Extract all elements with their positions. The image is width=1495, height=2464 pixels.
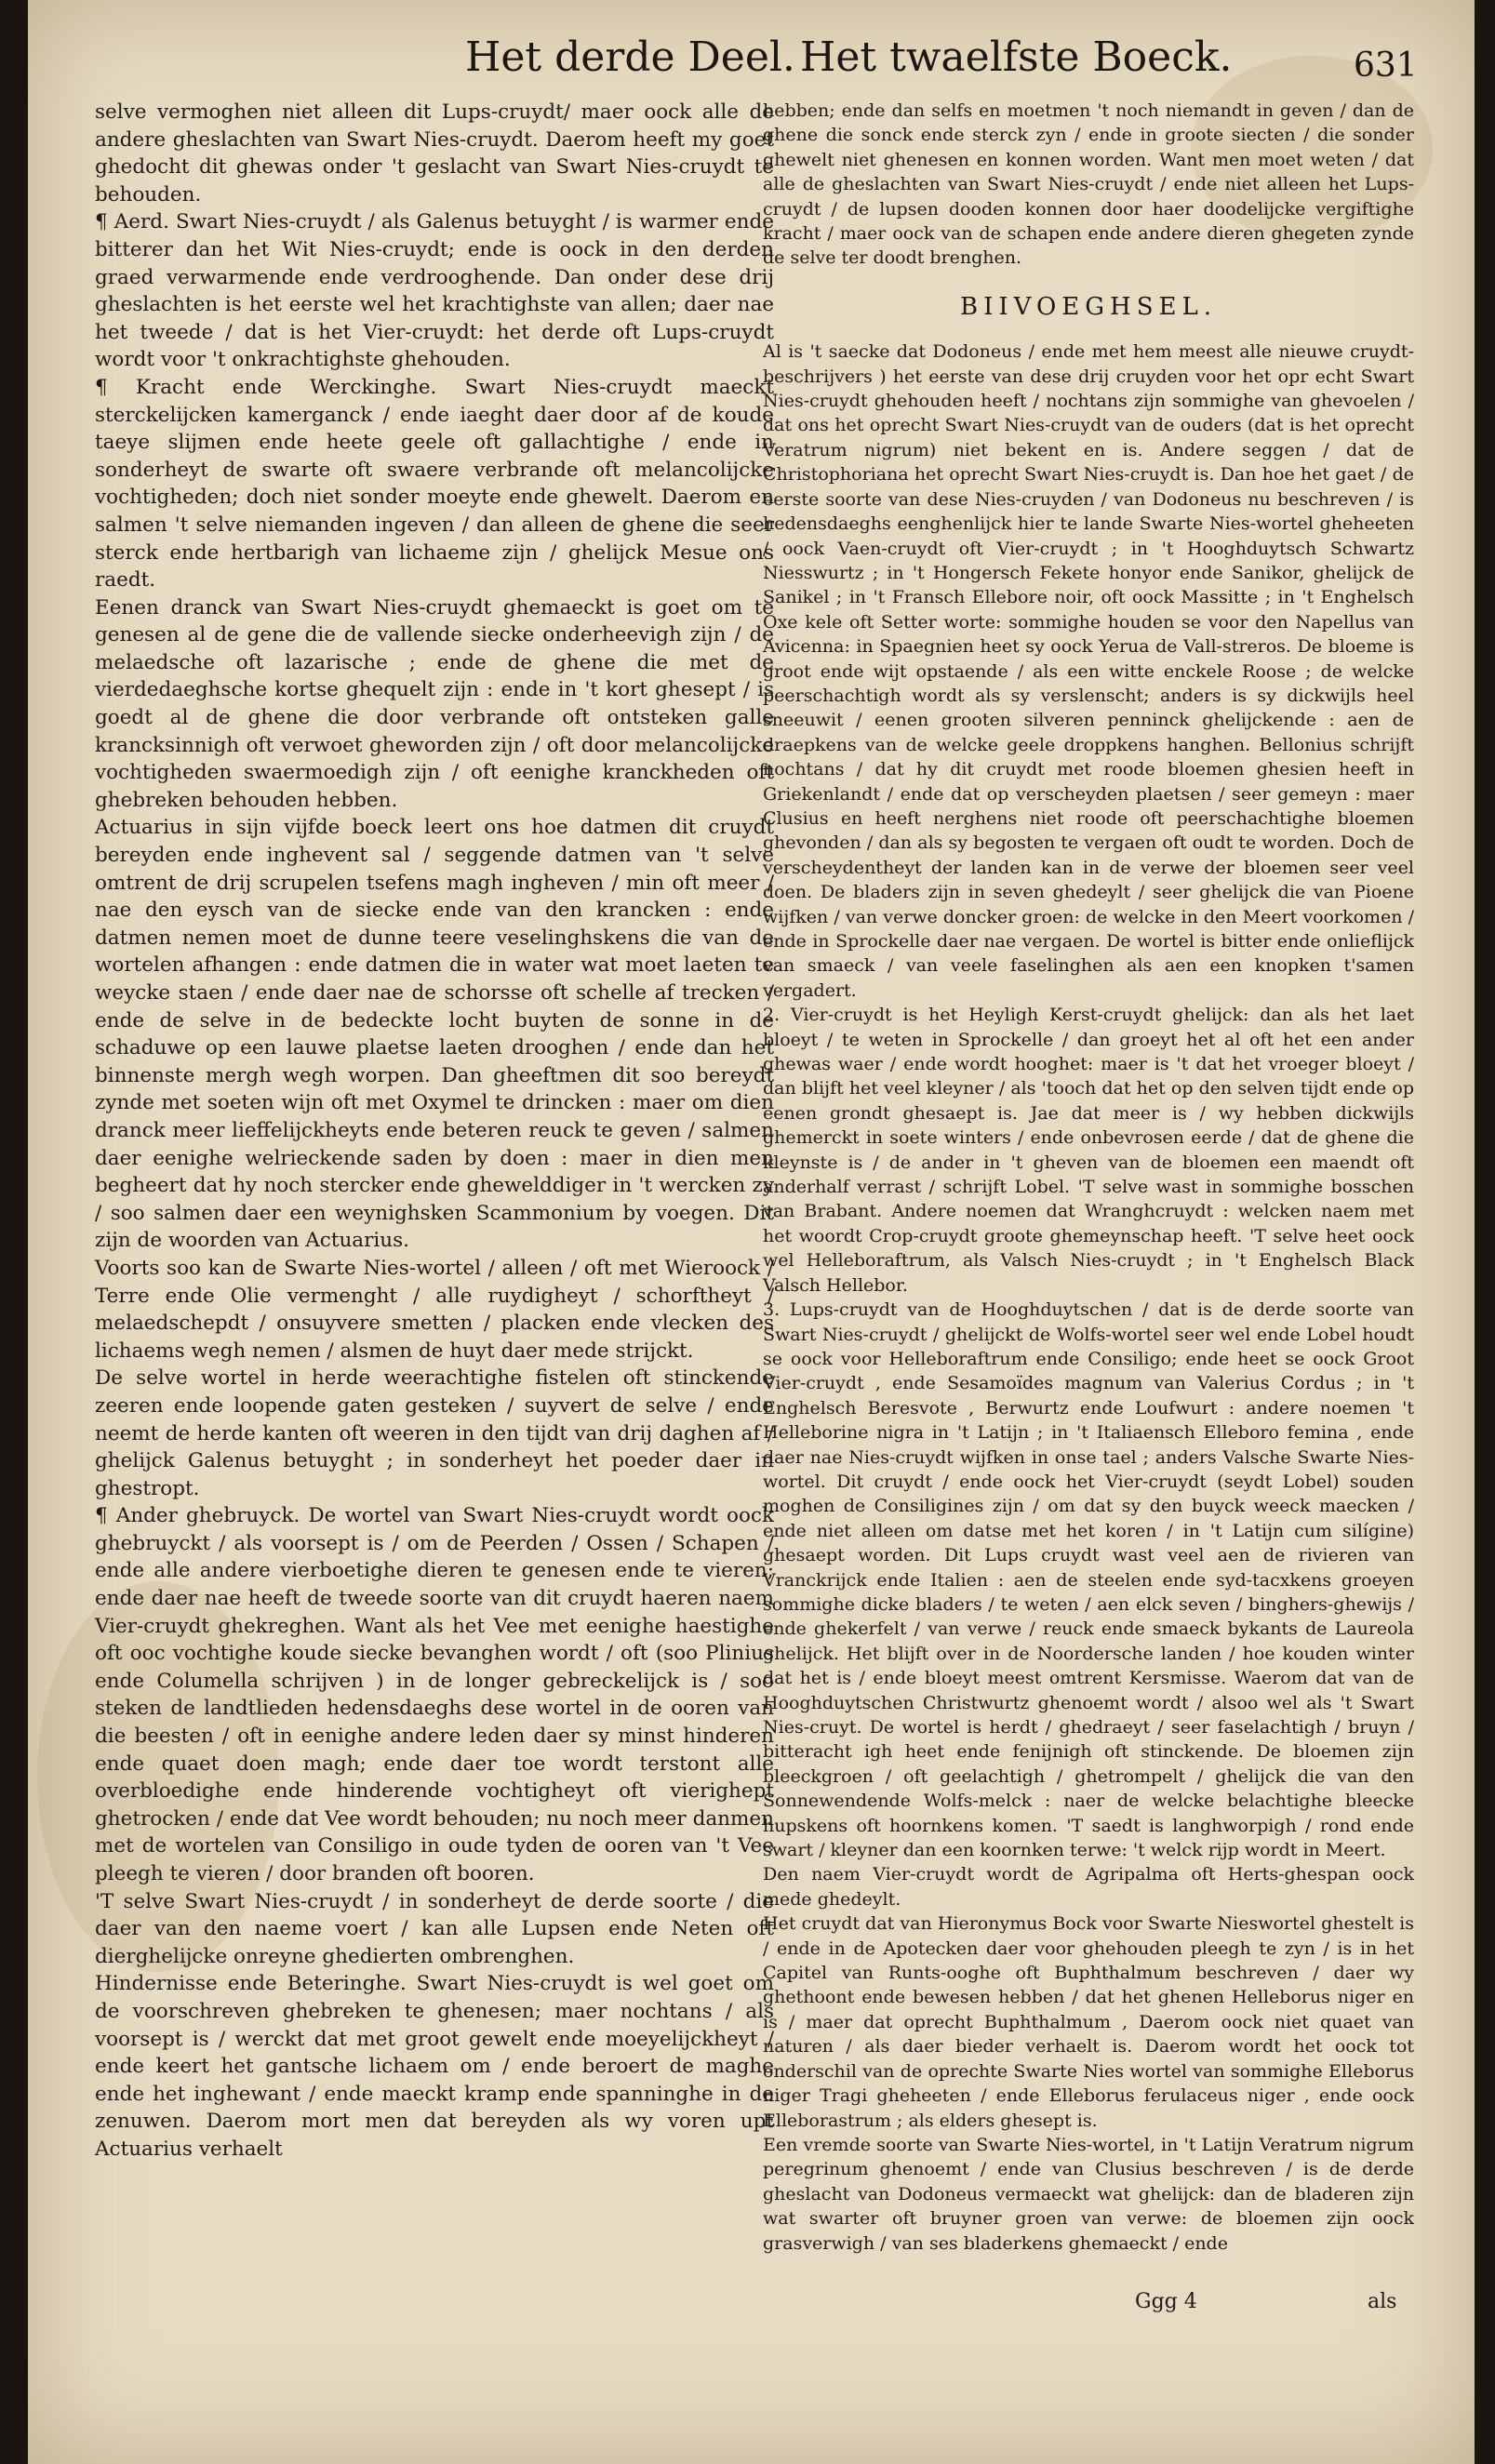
running-title-left: Het derde Deel. [465,33,795,81]
paragraph: 2. Vier-cruydt is het Heyligh Kerst-cruydt ghelijck: dan als het laet bloeyt / te weten in Sprockelle / dan groeyt het al oft het een ander ghewas waer / ende wordt hooghet: maer is 't dat het vroeger bloeyt / dan blijft het veel kleyner / als 'tooch dat het op den selven tijdt ende op eenen grondt ghesaept is. Jae dat meer is / wy hebben dickwijls ghemerckt in soete winters / ende onbevrosen eerde / dat de ghene die kleynste is / de ander in 't gheven van de bloemen een maendt oft anderhalf verrast / schrijft Lobel. 'T selve wast in sommighe bosschen van Brabant. Andere noemen dat Wranghcruydt : welcken naem met het woordt Crop-cruydt groote ghemeynschap heeft. 'T selve heet oock wel Helleboraftrum, als Valsch Nies-cruydt ; in 't Enghelsch Black Valsch Hellebor. [763,1005,1414,1296]
running-header [28,33,1475,89]
paragraph: ¶ Kracht ende Werckinghe. Swart Nies-cruydt maeckt sterckelijcken kamerganck / ende iaeght daer door af de koude taeye slijmen ende heete geele oft gallachtighe / ende in sonderheyt de swarte oft swaere verbrande oft melancolijcke vochtigheden; doch niet sonder moeyte ende ghewelt. Daerom en salmen 't selve niemanden ingeven / dan alleen de ghene die seer sterck ende hertbarigh van lichaeme zijn / ghelijck Mesue ons raedt. [95,375,774,593]
paragraph: Den naem Vier-cruydt wordt de Agripalma oft Herts-ghespan oock mede ghedeylt. [763,1864,1414,1910]
paragraph: ¶ Ander ghebruyck. De wortel van Swart Nies-cruydt wordt oock ghebruyckt / als voorsept is / om de Peerden / Ossen / Schapen / ende alle andere vierboetighe dieren te genesen ende te vieren; ende daer nae heeft de tweede soorte van dit cruydt haeren naem Vier-cruydt ghekreghen. Want als het Vee met eenighe haestighe oft ooc vochtighe koude siecke bevanghen wordt / oft (soo Plinius ende Columella schrijven ) in de longer gebreckelijck is / soo steken de landtlieden hedensdaeghs dese wortel in de ooren van die beesten / oft in eenighe andere leden daer sy minst hinderen ende quaet doen magh; ende daer toe wordt terstont alle overbloedighe ende hinderende vochtigheyt oft vierighept ghetrocken / ende dat Vee wordt behouden; nu noch meer danmen met de wortelen van Consiligo in oude tyden de ooren van 't Vee pleegh te vieren / door branden oft booren. [95,1504,774,1885]
paragraph: Het cruydt dat van Hieronymus Bock voor Swarte Nieswortel ghestelt is / ende in de Apotecken daer voor ghehouden pleegh te zyn / is in het Capitel van Runts-ooghe oft Buphthalmum beschreven / daer wy ghethoont ende bewesen hebben / dat het ghenen Helleborus niger en is / maer dat oprecht Buphthalmum , Daerom oock niet quaet van naturen / als daer bieder verhaelt is. Daerom wordt het oock tot onderschil van de oprechte Swarte Nies wortel van sommighe Elleborus niger Tragi gheheeten / ende Elleborus ferulaceus niger , ende oock Elleborastrum ; als elders ghesept is. [763,1913,1414,2131]
paragraph: Al is 't saecke dat Dodoneus / ende met hem meest alle nieuwe cruydt-beschrijvers ) het eerste van dese drij cruyden voor het opr echt Swart Nies-cruydt ghehouden heeft / nochtans zijn sommighe van ghevoelen / dat ons het oprecht Swart Nies-cruydt van de ouders (dat is het oprecht Veratrum nigrum) niet bekent en is. Andere seggen / dat de Christophoriana het oprecht Swart Nies-cruydt is. Dan hoe het gaet / de eerste soorte van dese Nies-cruyden / van Dodoneus nu beschreven / is hedensdaeghs eenghenlijck hier te lande Swarte Nies-wortel gheheeten / oock Vaen-cruydt oft Vier-cruydt ; in 't Hooghduytsch Schwartz Niesswurtz ; in 't Hongersch Fekete honyor ende Sanikor, ghelijck de Sanikel ; in 't Fransch Ellebore noir, oft oock Massitte ; in 't Enghelsch Oxe kele oft Setter worte: sommighe houden se voor den Napellus van Avicenna: in Spaegnien heet sy oock Yerua de Vall-streros. De bloeme is groot ende wijt opstaende / als een witte enckele Roose ; de welcke peerschachtigh wordt als sy verslenscht; anders is sy dickwijls heel sneeuwit / eenen grooten silveren penninck ghelijckende : aen de draepkens van de welcke geele droppkens hanghen. Bellonius schrijft nochtans / dat hy dit cruydt met roode bloemen ghesien heeft in Griekenlandt / ende dat op verscheyden plaetsen / seer gemeyn : maer Clusius en heeft nerghens niet roode oft peerschachtighe bloemen ghevonden / dan als sy begosten te vergaen oft oudt te worden. Doch de verscheydentheyt der landen kan in de verwe der bloemen seer veel doen. De bladers zijn in seven ghedeylt / seer ghelijck die van Pioene wijfken / van verwe doncker groen: de welcke in den Meert voorkomen / ende in Sprockelle daer nae vergaen. De wortel is bitter ende onlieflijck van smaeck / van veele faselinghen als aen een knopken t'samen vergadert. [763,341,1414,1001]
paragraph: De selve wortel in herde weerachtighe fistelen oft stinckende zeeren ende loopende gaten gesteken / suyvert de selve / ende neemt de herde kanten oft weeren in den tijdt van drij daghen af / ghelijck Galenus betuyght ; in sonderheyt het poeder daer in ghestropt. [95,1366,774,1500]
running-title-right: Het twaelfste Boeck. [800,33,1233,81]
book-page [28,0,1475,2464]
paragraph: Actuarius in sijn vijfde boeck leert ons hoe datmen dit cruydt bereyden ende inghevent sal / seggende datmen van 't selve omtrent de drij scrupelen tsefens magh ingheven / min oft meer / nae den eysch van de siecke ende van den krancken : ende datmen nemen moet de dunne teere veselinghskens die van de wortelen afhangen : ende datmen die in water wat moet laeten te weycke staen / ende daer nae de schorsse oft schelle af trecken / ende de selve in de bedeckte locht buyten de sonne in de schaduwe op een lauwe plaetse laeten drooghen / ende dan het binnenste mergh wegh worpen. Dan gheeftmen dit soo bereydt zynde met soeten wijn oft met Oxymel te drincken : maer om dien dranck meer lieffelijckheyts ende beteren reuck te geven / salmen daer eenighe welrieckende saden by doen : maer in dien men begheert dat hy noch stercker ende ghewelddiger in 't wercken zy / soo salmen daer een weynighsken Scammonium by voegen. Dit zijn de woorden van Actuarius. [95,816,774,1253]
left-column [95,99,774,2164]
paragraph: 'T selve Swart Nies-cruydt / in sonderheyt de derde soorte / die daer van den naeme voert / kan alle Lupsen ende Neten oft dierghelijcke onreyne ghedierten ombrenghen. [95,1889,774,1968]
catchword: als [1368,2290,1397,2313]
signature-mark: Ggg 4 [1135,2290,1197,2313]
paragraph: ¶ Aerd. Swart Nies-cruydt / als Galenus betuyght / is warmer ende bitterer dan het Wit Nies-cruydt; ende is oock in den derden graed verwarmende ende verdrooghende. Dan onder dese drij gheslachten is het eerste wel het krachtighste van allen; daer nae het tweede / dat is het Vier-cruydt: het derde oft Lups-cruydt wordt voor 't onkrachtighste ghehouden. [95,210,774,372]
paragraph: 3. Lups-cruydt van de Hooghduytschen / dat is de derde soorte van Swart Nies-cruydt / ghelijckt de Wolfs-wortel seer wel ende Lobel houdt se oock voor Helleboraftrum ende Consiligo; ende heet se oock Groot Vier-cruydt , ende Sesamoïdes magnum van Valerius Cordus ; in 't Enghelsch Beresvote , Berwurtz ende Loufwurt : andere noemen 't Helleborine nigra in 't Latijn ; in 't Italiaensch Elleboro femina , ende daer nae Nies-cruydt wijfken in onse tael ; anders Valsche Swarte Nies-wortel. Dit cruydt / ende oock het Vier-cruydt (seydt Lobel) souden moghen de Consiligines zijn / om dat sy den buyck weeck maecken / ende niet alleen om datse met het koren / in 't Latijn cum silígine) ghesaept worden. Dit Lups cruydt wast veel aen de rivieren van Vranckrijck ende Italien : aen de steelen ende syd-tacxkens groeyen sommighe dicke bladers / te weten / aen elck seven / binghers-ghewijs / ende ghekerfelt / van verwe / reuck ende smaeck bykants de Laureola ghelijck. Het blijft over in de Noordersche landen / hoe kouden winter dat het is / ende bloeyt meest omtrent Kersmisse. Waerom dat van de Hooghduytschen Christwurtz ghenoemt wordt / alsoo wel als 't Swart Nies-cruyt. De wortel is herdt / ghedraeyt / seer faselachtigh / bruyn / bitteracht igh heet ende fenijnigh oft stinckende. De bloemen zijn bleeckgroen / oft geelachtigh / ghetrompelt / ghelijck die van den Sonnewendende Wolfs-melck : naer de welcke belachtighe bleecke hupskens oft hoornkens komen. 'T saedt is langhworpigh / rond ende swart / kleyner dan een koornken terwe: 't welck rijp wordt in Meert. [763,1299,1414,1861]
paragraph: Voorts soo kan de Swarte Nies-wortel / alleen / oft met Wieroock / Terre ende Olie vermenght / alle ruydigheyt / schorftheyt / melaedschepdt / onsuyvere smetten / placken ende vlecken des lichaems wegh nemen / alsmen de huyt daer mede strijckt. [95,1256,774,1363]
section-title: BIIVOEGHSEL. [959,292,1218,321]
paragraph: selve vermoghen niet alleen dit Lups-cruydt/ maer oock alle de andere gheslachten van Swart Nies-cruydt. Daerom heeft my goet ghedocht dit ghewas onder 't geslacht van Swart Nies-cruydt te behouden. [95,100,774,206]
page-number: 631 [1354,47,1418,85]
right-column [763,99,1414,2256]
paragraph: Eenen dranck van Swart Nies-cruydt ghemaeckt is goet om te genesen al de gene die de vallende siecke onderheevigh zijn / de melaedsche oft lazarische ; ende de ghene die met de vierdedaeghsche kortse ghequelt zijn : ende in 't kort ghesept / is goedt al de ghene die door verbrande oft ontsteken galle krancksinnigh oft verwoet gheworden zijn / oft door melancolijcke vochtigheden swaermoedigh zijn / oft eenighe kranckheden oft ghebreken behouden hebben. [95,595,774,812]
paragraph: Hindernisse ende Beteringhe. Swart Nies-cruydt is wel goet om de voorschreven ghebreken te ghenesen; maer nochtans / als voorsept is / werckt dat met groot gewelt ende moeyelijckheyt / ende keert het gantsche lichaem om / ende beroert de maghe ende het inghewant / ende maeckt kramp ende spanninghe in de zenuwen. Daerom mort men dat bereyden als wy voren upt Actuarius verhaelt [95,1972,774,2161]
paragraph: Een vremde soorte van Swarte Nies-wortel, in 't Latijn Veratrum nigrum peregrinum ghenoemt / ende van Clusius beschreven / is de derde gheslacht van Dodoneus vermaeckt wat ghelijck: dan de bladeren zijn wat swarter oft bruyner groen van verwe: de bloemen zijn oock grasverwigh / van ses bladerkens ghemaeckt / ende [763,2134,1414,2254]
paragraph: hebben; ende dan selfs en moetmen 't noch niemandt in geven / dan de ghene die sonck ende sterck zyn / ende in groote siecten / die sonder ghewelt niet ghenesen en konnen worden. Want men moet weten / dat alle de gheslachten van Swart Nies-cruydt / ende niet alleen het Lups-cruydt / de lupsen dooden konnen door haer doodelijcke vergiftighe kracht / maer oock van de schapen ende andere dieren ghegeten zynde de selve ter doodt brenghen. [763,100,1414,269]
